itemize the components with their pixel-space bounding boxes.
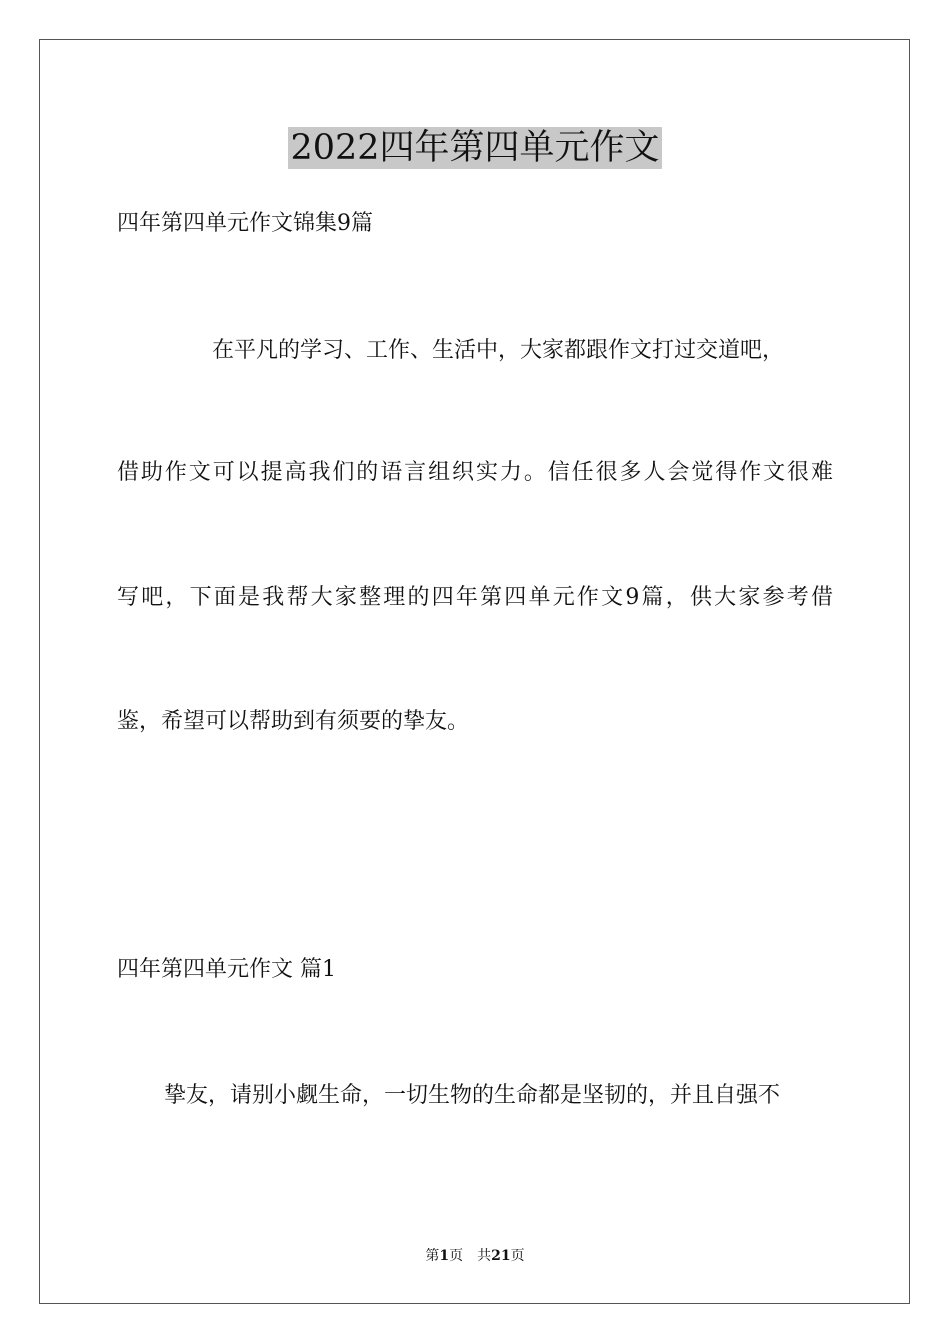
document-subtitle: 四年第四单元作文锦集9篇: [117, 211, 373, 236]
footer-page-unit: 页: [449, 1248, 464, 1264]
title-container: [0, 127, 950, 169]
page-footer: [0, 1247, 950, 1265]
intro-line-1: 在平凡的学习、工作、生活中，大家都跟作文打过交道吧，: [212, 338, 785, 363]
intro-line-2: 借助作文可以提高我们的语言组织实力。信任很多人会觉得作文很难: [117, 460, 833, 485]
footer-total-prefix: 共: [477, 1248, 492, 1264]
section-heading: 四年第四单元作文 篇1: [117, 957, 336, 982]
intro-line-3: 写吧，下面是我帮大家整理的四年第四单元作文9篇，供大家参考借: [117, 585, 833, 610]
footer-total-unit: 页: [510, 1248, 525, 1264]
footer-page-prefix: 第: [425, 1248, 440, 1264]
document-title: 2022四年第四单元作文: [290, 128, 660, 168]
section-first-line: 挚友，请别小觑生命，一切生物的生命都是坚韧的，并且自强不: [164, 1083, 781, 1108]
footer-page-total: 21: [491, 1248, 511, 1264]
intro-line-4: 鉴，希望可以帮助到有须要的挚友。: [117, 709, 470, 734]
footer-page-current: 1: [439, 1248, 450, 1264]
